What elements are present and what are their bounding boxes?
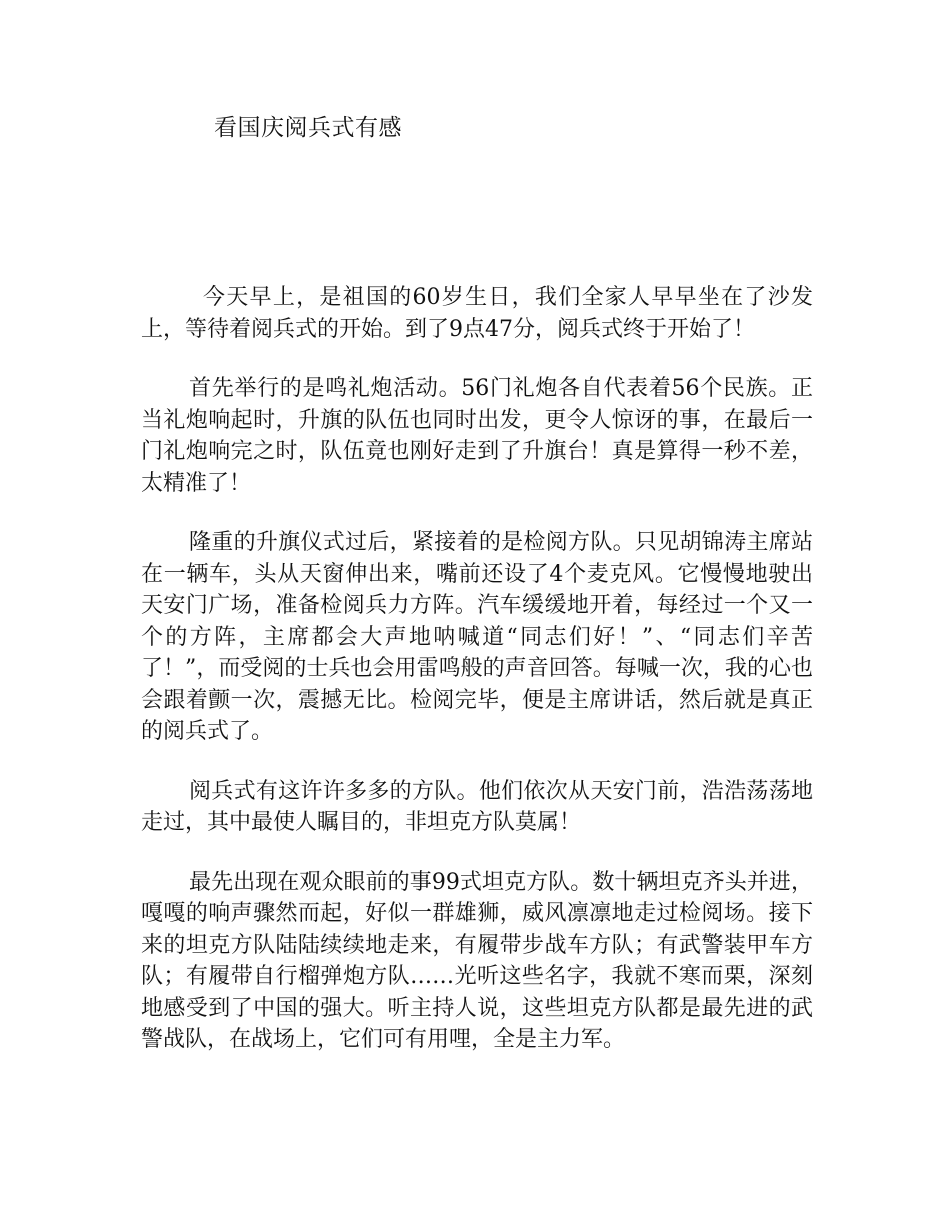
paragraph-3: 隆重的升旗仪式过后，紧接着的是检阅方队。只见胡锦涛主席站在一辆车，头从天窗伸出来，嘴前还设了4个麦克风。它慢慢地驶出天安门广场，准备检阅兵力方阵。汽车缓缓地开着，每经过一个又一个的方阵，主席都会大声地呐喊道“同志们好！”、“同志们辛苦了！”，而受阅的士兵也会用雷鸣般的声音回答。每喊一次，我的心也会跟着颤一次，震撼无比。检阅完毕，便是主席讲话，然后就是真正的阅兵式了。 xyxy=(141,530,813,744)
paragraph-5: 最先出现在观众眼前的事99式坦克方队。数十辆坦克齐头并进，嘎嘎的响声骤然而起，好似一群雄狮，威风凛凛地走过检阅场。接下来的坦克方队陆陆续续地走来，有履带步战车方队；有武警装甲车方队；有履带自行榴弹炮方队……光听这些名字，我就不寒而栗，深刻地感受到了中国的强大。听主持人说，这些坦克方队都是最先进的武警战队，在战场上，它们可有用哩，全是主力军。 xyxy=(141,869,813,1052)
document-title: 看国庆阅兵式有感 xyxy=(214,115,402,141)
paragraph-2: 首先举行的是鸣礼炮活动。56门礼炮各自代表着56个民族。正当礼炮响起时，升旗的队伍也同时出发，更令人惊讶的事，在最后一门礼炮响完之时，队伍竟也刚好走到了升旗台！真是算得一秒不差，太精准了！ xyxy=(141,376,813,496)
paragraph-4: 阅兵式有这许许多多的方队。他们依次从天安门前，浩浩荡荡地走过，其中最使人瞩目的，非坦克方队莫属！ xyxy=(141,778,813,835)
document-body xyxy=(141,282,813,1084)
paragraph-1: 今天早上，是祖国的60岁生日，我们全家人早早坐在了沙发上，等待着阅兵式的开始。到了9点47分，阅兵式终于开始了！ xyxy=(141,285,813,342)
